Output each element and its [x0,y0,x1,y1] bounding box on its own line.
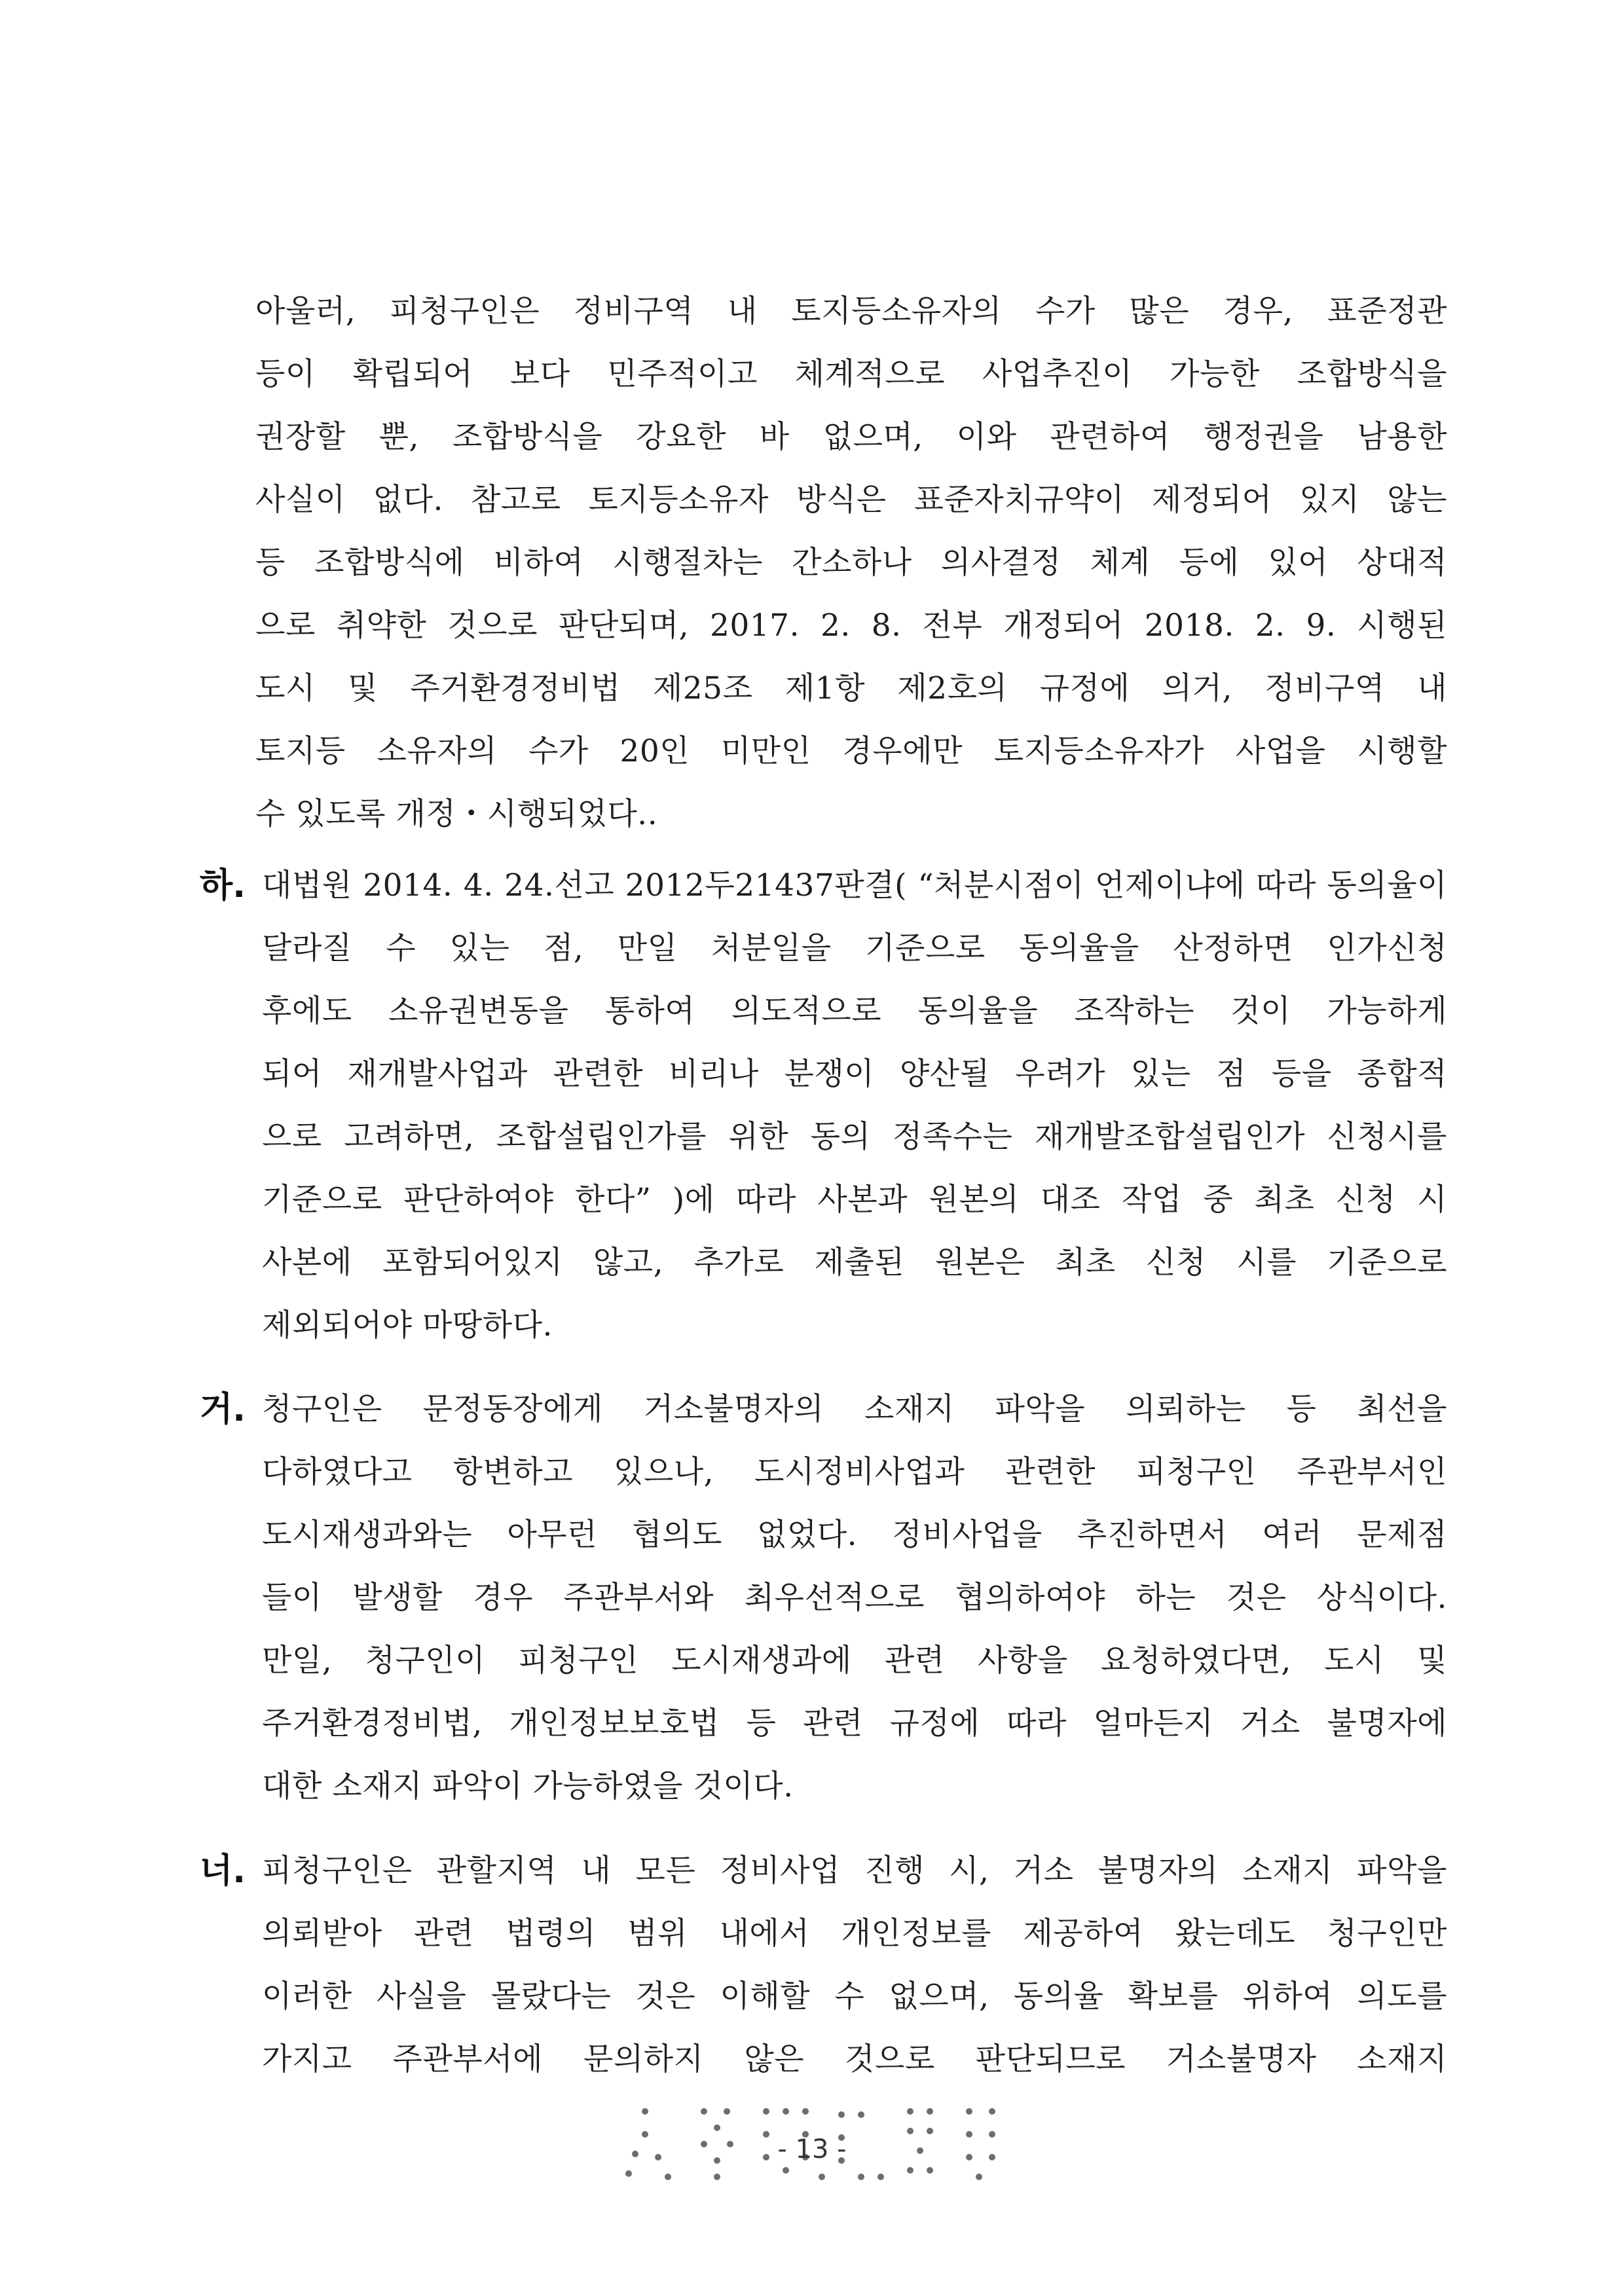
paragraph-line: 되어 재개발사업과 관련한 비리나 분쟁이 양산될 우려가 있는 점 등을 종합적 [262,1056,1447,1092]
paragraph-line: 권장할 뿐, 조합방식을 강요한 바 없으며, 이와 관련하여 행정권을 남용한 [255,419,1447,455]
paragraph-line: 아울러, 피청구인은 정비구역 내 토지등소유자의 수가 많은 경우, 표준정관 [255,293,1447,329]
paragraph-line: 토지등 소유자의 수가 20인 미만인 경우에만 토지등소유자가 사업을 시행할 [255,733,1447,769]
paragraph-line: 사실이 없다. 참고로 토지등소유자 방식은 표준자치규약이 제정되어 있지 않는 [255,482,1447,518]
paragraph-intro [255,280,1447,846]
paragraph-line: 피청구인은 관할지역 내 모든 정비사업 진행 시, 거소 불명자의 소재지 파악을 [262,1853,1447,1889]
paragraph-line: 대법원 2014. 4. 24.선고 2012두21437판결( “처분시점이 언제이냐에 따라 동의율이 [262,867,1447,903]
paragraph-line: 수 있도록 개정・시행되었다.. [255,796,658,832]
item-geo-text [262,1378,1447,1818]
item-marker-ha: 하. [200,866,246,905]
paragraph-line: 대한 소재지 파악이 가능하였을 것이다. [262,1768,794,1804]
paragraph-line: 제외되어야 마땅하다. [262,1307,553,1343]
paragraph-line: 들이 발생할 경우 주관부서와 최우선적으로 협의하여야 하는 것은 상식이다. [262,1580,1447,1616]
paragraph-line: 등이 확립되어 보다 민주적이고 체계적으로 사업추진이 가능한 조합방식을 [255,356,1447,392]
paragraph-line: 이러한 사실을 몰랐다는 것은 이해할 수 없으며, 동의율 확보를 위하여 의도를 [262,1978,1447,2014]
paragraph-line: 후에도 소유권변동을 통하여 의도적으로 동의율을 조작하는 것이 가능하게 [262,993,1447,1029]
paragraph-line: 청구인은 문정동장에게 거소불명자의 소재지 파악을 의뢰하는 등 최선을 [262,1391,1447,1427]
paragraph-line: 으로 고려하면, 조합설립인가를 위한 동의 정족수는 재개발조합설립인가 신청시를 [262,1119,1447,1155]
paragraph-line: 등 조합방식에 비하여 시행절차는 간소하나 의사결정 체계 등에 있어 상대적 [255,545,1447,581]
paragraph-line: 의뢰받아 관련 법령의 범위 내에서 개인정보를 제공하여 왔는데도 청구인만 [262,1916,1447,1952]
paragraph-line: 도시재생과와는 아무런 협의도 없었다. 정비사업을 추진하면서 여러 문제점 [262,1517,1447,1553]
item-marker-neo: 너. [200,1851,246,1891]
item-neo-text [262,1840,1447,2091]
paragraph-line: 도시 및 주거환경정비법 제25조 제1항 제2호의 규정에 의거, 정비구역 내 [255,670,1447,706]
item-marker-geo: 거. [200,1390,246,1429]
paragraph-line: 만일, 청구인이 피청구인 도시재생과에 관련 사항을 요청하였다면, 도시 및 [262,1643,1447,1679]
item-ha-text [262,854,1447,1357]
page-number: - 13 - [777,2134,847,2164]
paragraph-line: 으로 취약한 것으로 판단되며, 2017. 2. 8. 전부 개정되어 2018. 2. 9. 시행된 [255,608,1447,644]
paragraph-line: 가지고 주관부서에 문의하지 않은 것으로 판단되므로 거소불명자 소재지 [262,2041,1447,2077]
paragraph-line: 달라질 수 있는 점, 만일 처분일을 기준으로 동의율을 산정하면 인가신청 [262,930,1447,966]
paragraph-line: 주거환경정비법, 개인정보보호법 등 관련 규정에 따라 얼마든지 거소 불명자에 [262,1705,1447,1741]
paragraph-line: 기준으로 판단하여야 한다” )에 따라 사본과 원본의 대조 작업 중 최초 신청 시 [262,1182,1447,1218]
paragraph-line: 사본에 포함되어있지 않고, 추가로 제출된 원본은 최초 신청 시를 기준으로 [262,1245,1447,1281]
paragraph-line: 다하였다고 항변하고 있으나, 도시정비사업과 관련한 피청구인 주관부서인 [262,1454,1447,1490]
